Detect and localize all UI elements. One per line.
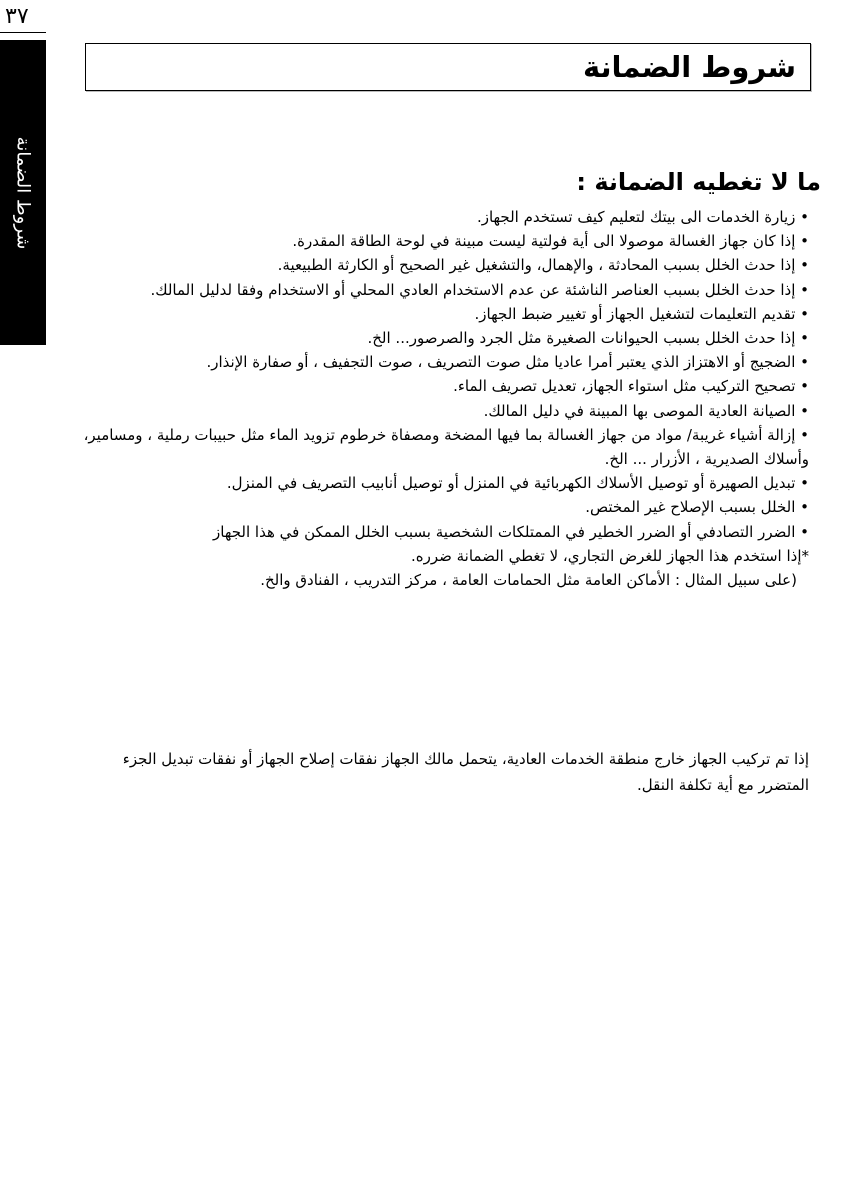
exclusions-list — [49, 205, 809, 592]
commercial-example-text: (على سبيل المثال : الأماكن العامة مثل الحمامات العامة ، مركز التدريب ، الفنادق والخ. — [260, 571, 797, 590]
list-item: • إذا حدث الخلل بسبب المحادثة ، والإهمال، والتشغيل غير الصحيح أو الكارثة الطبيعية. — [277, 256, 809, 275]
commercial-note-text: *إذا استخدم هذا الجهاز للغرض التجاري، لا تغطي الضمانة ضرره. — [410, 546, 809, 565]
side-section-tab — [0, 40, 46, 345]
list-item: • الضجيج أو الاهتزاز الذي يعتبر أمرا عاديا مثل صوت التصريف ، صوت التجفيف ، أو صفارة الإنذار. — [206, 353, 809, 372]
list-item: • تصحيح التركيب مثل استواء الجهاز، تعديل تصريف الماء. — [453, 377, 809, 396]
list-item: • إذا حدث الخلل بسبب الحيوانات الصغيرة مثل الجرد والصرصور... الخ. — [367, 329, 809, 348]
page-title: شروط الضمانة — [582, 50, 796, 84]
list-item: • إذا كان جهاز الغسالة موصولا الى أية فولتية ليست مبينة في لوحة الطاقة المقدرة. — [292, 232, 809, 251]
list-item: • الضرر التصادفي أو الضرر الخطير في الممتلكات الشخصية بسبب الخلل الممكن في هذا الجهاز — [213, 522, 809, 541]
page-number-divider — [0, 32, 46, 33]
section-heading: ما لا تغطيه الضمانة : — [576, 168, 821, 196]
list-item: • زيارة الخدمات الى بيتك لتعليم كيف تستخدم الجهاز. — [476, 208, 809, 226]
list-item: • تقديم التعليمات لتشغيل الجهاز أو تغيير ضبط الجهاز. — [474, 304, 809, 323]
list-item: • تبديل الصهيرة أو توصيل الأسلاك الكهربائية في المنزل أو توصيل أنابيب التصريف في المنزل. — [226, 474, 809, 493]
side-tab-label: شروط الضمانة — [12, 136, 34, 249]
title-box — [85, 43, 811, 91]
list-item: • الصيانة العادية الموصى بها المبينة في دليل المالك. — [483, 401, 809, 420]
page-number: ٣٧ — [5, 4, 29, 29]
commercial-use-note — [49, 544, 809, 592]
list-item: • الخلل بسبب الإصلاح غير المختص. — [585, 498, 809, 517]
list-item: • إذا حدث الخلل بسبب العناصر الناشئة عن عدم الاستخدام العادي المحلي أو الاستخدام وفقا لدليل المالك. — [150, 280, 809, 299]
list-item: • إزالة أشياء غريبة/ مواد من جهاز الغسالة بما فيها المضخة ومصفاة خرطوم تزويد الماء مثل حبيبات رملية ، ومسامير، وأسلاك الصديرية ، الأزرار ... الخ. — [83, 425, 809, 469]
service-area-note: إذا تم تركيب الجهاز خارج منطقة الخدمات العادية، يتحمل مالك الجهاز نفقات إصلاح الجهاز أو نفقات تبديل الجزء المتضرر مع أية تكلفة النقل. — [122, 750, 809, 794]
